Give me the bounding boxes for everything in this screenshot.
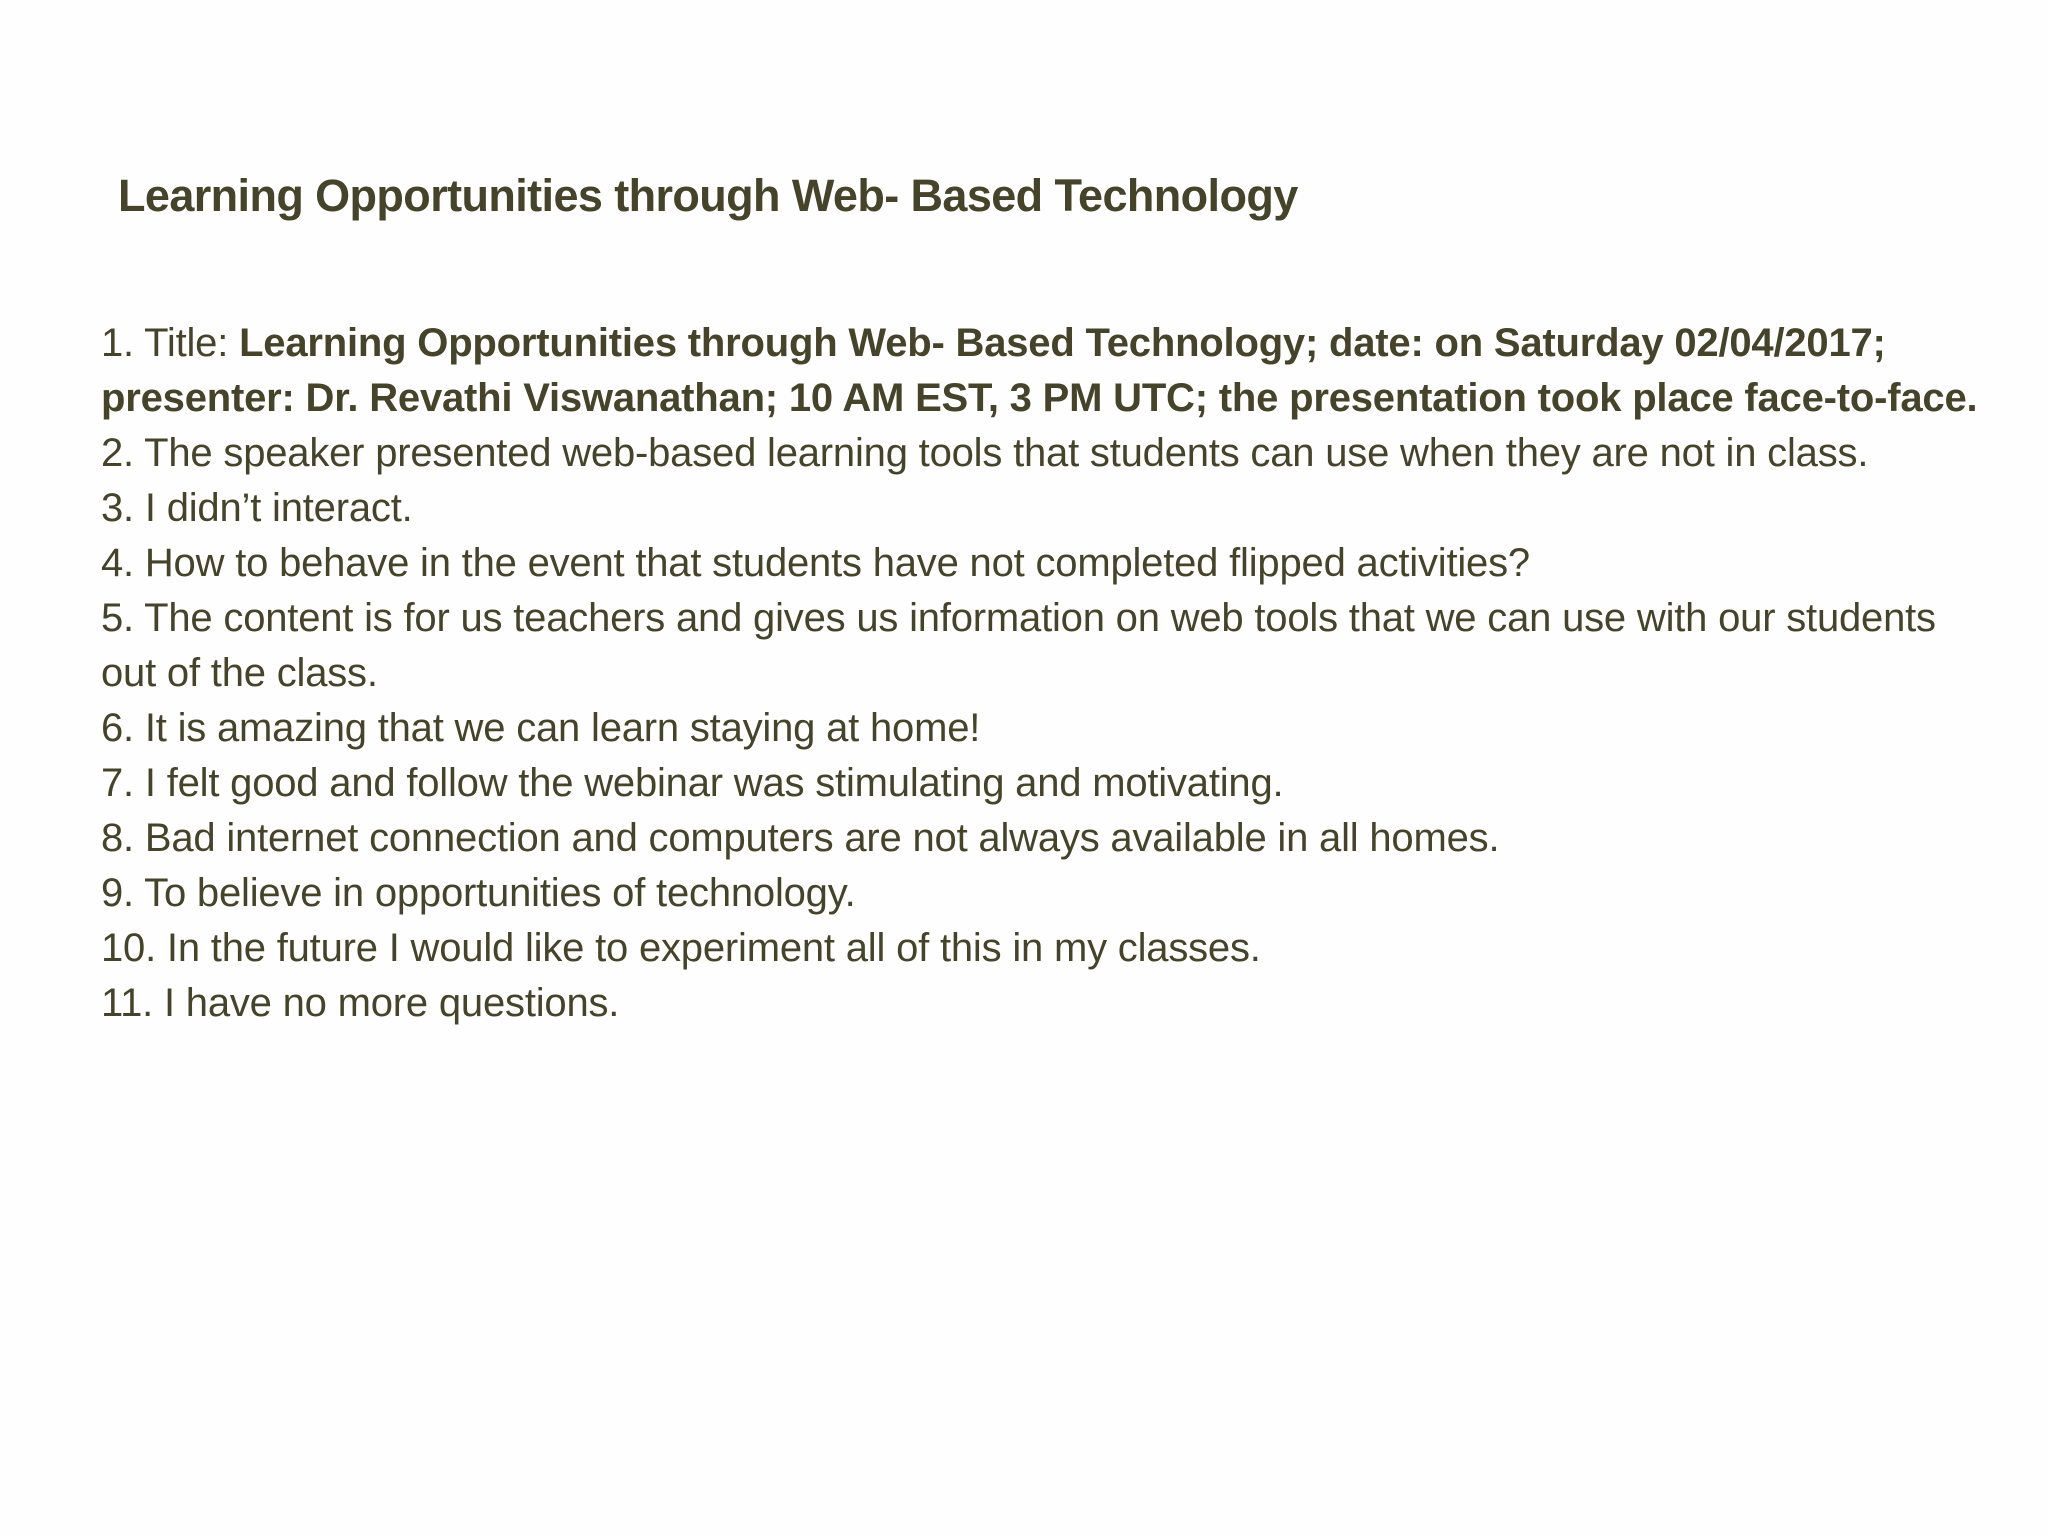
list-item-11: 11. I have no more questions. bbox=[101, 981, 620, 1025]
list-item-8: 8. Bad internet connection and computers are not always available in all homes. bbox=[101, 816, 1500, 860]
list-item-3: 3. I didn’t interact. bbox=[101, 486, 413, 530]
slide-title: Learning Opportunities through Web- Based Technology bbox=[118, 170, 1298, 221]
list-item-1 bbox=[101, 316, 1981, 426]
list-item-1-details: Learning Opportunities through Web- Based Technology; date: on Saturday 02/04/2017; presenter: Dr. Revathi Viswanathan; 10 AM EST, 3 PM UTC; the presentation took place face-to-face. bbox=[101, 321, 1978, 420]
list-item-7: 7. I felt good and follow the webinar was stimulating and motivating. bbox=[101, 761, 1284, 805]
list-item-1-prefix: 1. Title: bbox=[101, 321, 240, 365]
list-item-5: 5. The content is for us teachers and gives us information on web tools that we can use with our students out of the class. bbox=[101, 596, 1936, 695]
list-item-4: 4. How to behave in the event that students have not completed flipped activities? bbox=[101, 541, 1530, 585]
list-item-10: 10. In the future I would like to experiment all of this in my classes. bbox=[101, 926, 1261, 970]
slide-body bbox=[101, 316, 1981, 1031]
list-item-6: 6. It is amazing that we can learn staying at home! bbox=[101, 706, 981, 750]
list-item-2: 2. The speaker presented web-based learning tools that students can use when they are not in class. bbox=[101, 431, 1869, 475]
list-item-9: 9. To believe in opportunities of technology. bbox=[101, 871, 856, 915]
